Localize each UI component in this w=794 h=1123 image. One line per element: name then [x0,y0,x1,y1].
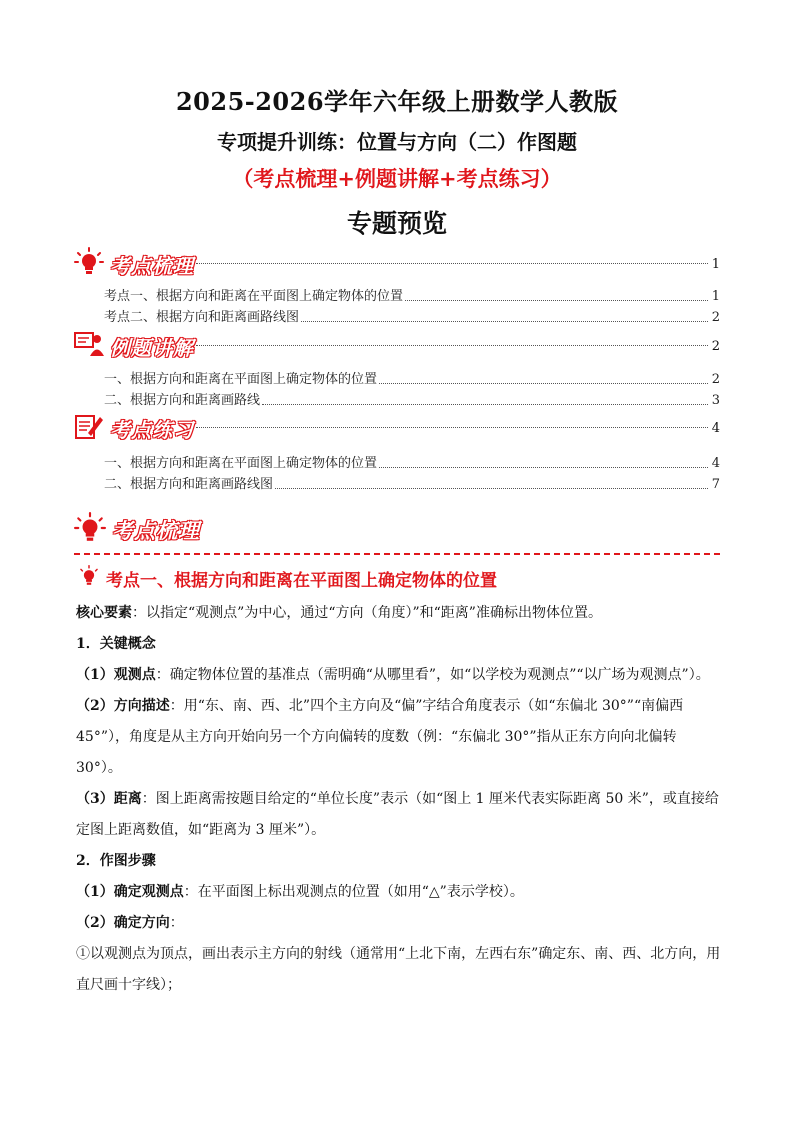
toc-leader [262,403,708,405]
toc-entry-label: 考点二、根据方向和距离画路线图 [104,310,300,325]
toc-entry[interactable] [104,368,720,387]
toc-leader [196,344,708,346]
toc-page-number: 3 [711,393,720,408]
toc-leader [301,320,708,322]
toc-page-number: 2 [711,310,720,325]
toc-leader [196,426,708,428]
core-text: ：以指定“观测点”为中心，通过“方向（角度）”和“距离”准确标出物体位置。 [132,605,602,621]
heading-steps: 2．作图步骤 [76,853,156,869]
toc-entry[interactable] [104,473,720,492]
toc-page-number: 1 [711,256,720,272]
point-heading [78,564,497,593]
lightbulb-icon [78,564,100,593]
toc-entry[interactable] [104,452,720,471]
toc-section-kaodian[interactable] [74,248,720,280]
preview-heading: 专题预览 [346,209,447,238]
step-label: （1）确定观测点 [76,884,184,900]
toc-leader [196,262,708,264]
toc-entry[interactable] [104,389,720,408]
toc-page-number: 7 [711,477,720,492]
toc-entry-label: 二、根据方向和距离画路线 [104,393,261,408]
step-label: （2）确定方向 [76,915,170,931]
paragraph-distance [76,784,726,846]
toc-badge: 考点练习 [110,417,194,442]
paragraph-text: ：确定物体位置的基准点（需明确“从哪里看”，如“以学校为观测点”“以广场为观测点”）。 [155,667,710,683]
step-2 [76,908,726,939]
toc-entry-label: 一、根据方向和距离在平面图上确定物体的位置 [104,372,378,387]
toc-page-number: 4 [711,456,720,471]
paragraph-direction [76,691,726,784]
section-divider [74,553,720,555]
toc-leader [275,487,708,489]
heading-key-concepts: 1．关键概念 [76,636,156,652]
lightbulb-icon [74,247,104,281]
toc-entry[interactable] [104,285,720,304]
toc-page-number: 1 [711,289,720,304]
toc-entry-label: 二、根据方向和距离画路线图 [104,477,274,492]
toc-entry-label: 考点一、根据方向和距离在平面图上确定物体的位置 [104,289,404,304]
paragraph-label: （2）方向描述 [76,698,170,714]
toc-section-lititi[interactable] [74,330,720,362]
paragraph-label: （3）距离 [76,791,142,807]
section-badge-heading [74,512,200,548]
toc-page-number: 2 [711,372,720,387]
toc-leader [379,466,708,468]
toc-section-lianxi[interactable] [74,412,720,444]
step-text: ：在平面图上标出观测点的位置（如用“△”表示学校）。 [183,884,524,900]
core-label: 核心要素 [76,605,132,621]
step-text: ： [169,915,184,931]
step-1 [76,877,726,908]
lightbulb-icon [74,512,106,548]
toc-page-number: 2 [711,338,720,354]
paragraph-label: （1）观测点 [76,667,156,683]
paragraph-text: ：图上距离需按题目给定的“单位长度”表示（如“图上 1 厘米代表实际距离 50 米”，或直接给定图上距离数值，如“距离为 3 厘米”）。 [76,791,719,838]
toc-leader [379,382,708,384]
section-body [76,598,726,1001]
toc-entry[interactable] [104,306,720,325]
pencil-notebook-icon [74,411,104,445]
paragraph-text: ：用“东、南、西、北”四个主方向及“偏”字结合角度表示（如“东偏北 30°”“南偏西 45°”），角度是从主方向开始向另一个方向偏转的度数（例：“东偏北 30°”指从正东方向向北偏转 30°）。 [76,698,684,776]
toc-badge: 考点梳理 [110,253,194,278]
section-badge: 考点梳理 [112,519,200,543]
document-subtitle: 专项提升训练：位置与方向（二）作图题 [217,130,577,154]
paragraph-observation-point [76,660,726,691]
toc-page-number: 4 [711,420,720,436]
document-title: 2025-2026学年六年级上册数学人教版 [175,87,619,116]
document-tagline: （考点梳理+例题讲解+考点练习） [232,166,562,191]
toc-badge: 例题讲解 [110,335,194,360]
step-2-detail: ①以观测点为顶点，画出表示主方向的射线（通常用“上北下南，左西右东”确定东、南、西、北方向，用直尺画十字线）； [76,946,721,993]
teacher-icon [74,331,104,361]
point-title: 考点一、根据方向和距离在平面图上确定物体的位置 [106,571,497,591]
core-paragraph [76,598,726,629]
toc-entry-label: 一、根据方向和距离在平面图上确定物体的位置 [104,456,378,471]
toc-leader [405,299,708,301]
